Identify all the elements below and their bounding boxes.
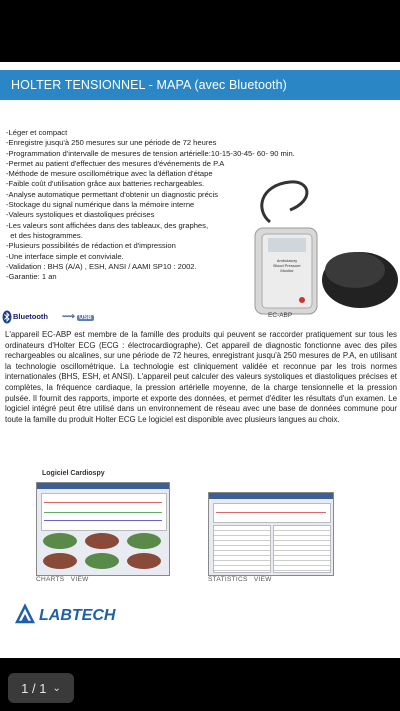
device-image [250,170,400,320]
charts-view-caption: CHARTS VIEW [36,576,89,583]
document-page [0,62,400,658]
device-label-line: Ambulatory [276,258,298,263]
device-label-line: Blood Pressure [273,263,301,268]
bluetooth-label: Bluetooth [13,312,48,321]
feature-item: -Validation : BHS (A/A) , ESH, ANSI / AAMI SP10 : 2002. [6,261,197,271]
usb-logo: ⟿ USB [62,311,92,321]
page-title: HOLTER TENSIONNEL - MAPA (avec Bluetooth) [11,78,287,92]
feature-item: -Enregistre jusqu'à 250 mesures sur une période de 72 heures [6,138,217,148]
page-selector-button[interactable] [8,673,74,703]
usb-label: USB [79,315,92,321]
chevron-down-icon: ⌄ [52,682,61,694]
feature-item: et des histogrammes. [6,230,83,240]
feature-item: -Une interface simple et conviviale. [6,251,124,261]
labtech-logo [15,602,135,629]
page-indicator: 1 / 1 [21,680,47,696]
feature-item: -Permet au patient d'effectuer des mesures d'événements de P.A [6,158,225,168]
statistics-view-caption: STATISTICS VIEW [208,576,272,583]
feature-item: -Les valeurs sont affichées dans des tableaux, des graphes, [6,220,209,230]
feature-item: -Programmation d'intervalle de mesures de tension artérielle:10-15-30-45- 60- 90 min. [6,148,295,158]
device-label-line: Monitor [280,268,294,273]
brand-name: LABTECH [39,607,116,624]
statistics-view-screenshot [208,492,334,576]
software-title: Logiciel Cardiospy [42,470,105,477]
feature-item: -Méthode de mesure oscillométrique avec la déflation d'étape [6,169,213,179]
feature-item: -Léger et compact [6,128,68,137]
description-paragraph: L'appareil EC-ABP est membre de la famille des produits qui peuvent se raccorder pratiquement sur tous les ordinateurs d'Holter ECG (ECG : électrocardiographe). Cet appareil de diagnostic fonctionne avec des piles rechargeables ou alcalines, sur une période de 72 heures, enregistrant jusqu'à 250 mesures de P.A, en utilisant la technologie oscillométrique. La technologie est cliniquement validée et reconnue par les trois normes internationales (BHS, ESH, et ANSI). L'appareil peut calculer des valeurs systoliques et diastoliques précises et complètes, la fréquence cardiaque, la pression artérielle moyenne, de la charge tensionnelle et la pression pulsée. Il fournit des rapports, importe et exporte des données, et permet d'éditer les résultats d'un examen. Le logiciel intégré peut être utilisé dans un environnement de réseau avec une base de données commune pour toute la famille du produit Holter ECG Le logiciel est disponible avec plusieurs langues au choix. [5,330,397,424]
feature-item: -Faible coût d'utilisation grâce aux batteries rechargeables. [6,179,205,189]
device-caption: EC-ABP [268,312,293,319]
feature-item: -Analyse automatique permettant d'obtenir un diagnostic précis [6,189,219,199]
feature-item: -Plusieurs possibilités de rédaction et d'impression [6,241,176,251]
charts-view-screenshot [36,482,170,576]
feature-item: -Valeurs systoliques et diastoliques précises [6,210,155,220]
bluetooth-icon [2,310,12,324]
labtech-logo-mark [15,602,135,624]
title-bar [0,70,400,100]
feature-item: -Garantie: 1 an [6,272,57,282]
feature-item: -Stockage du signal numérique dans la mémoire interne [6,200,195,210]
